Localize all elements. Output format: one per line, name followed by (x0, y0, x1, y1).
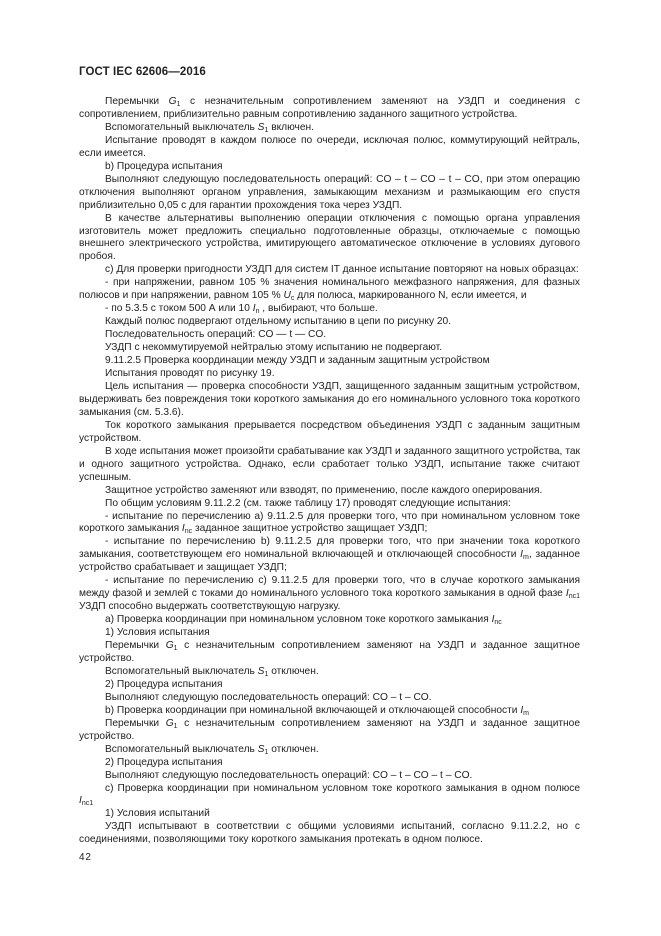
text-run: - испытание по перечислению c) 9.11.2.5 для проверки того, что в случае короткого замыкания между фазой и землей с токами до номинального условного тока короткого замыкания в одной фазе (79, 575, 580, 600)
math-symbol: I (520, 549, 524, 561)
subscript: m (523, 709, 529, 717)
text-run: с незначительным сопротивлением заменяют на УЗДП и заданное защитное устройство. (79, 640, 581, 664)
paragraph (79, 342, 580, 355)
subscript: 1 (264, 670, 269, 678)
text-run: Ток короткого замыкания прерывается посредством объединения УЗДП с заданным защитным устройством. (79, 419, 580, 444)
paragraph (79, 783, 580, 809)
text-run: Испытание проводят в каждом полюсе по очереди, исключая полюс, коммутирующий нейтраль, если имеется. (79, 134, 580, 159)
subscript: nc1 (81, 800, 94, 808)
text-run: для полюса, маркированного N, если имеется, и (294, 290, 527, 302)
text-run: Защитное устройство заменяют или взводят, по применению, после каждого оперирования. (105, 484, 543, 496)
paragraph (79, 627, 580, 640)
paragraph (79, 161, 580, 174)
text-run: УЗДП испытывают в соответствии с общими условиями испытаний, согласно 9.11.2.2, но с соединениями, позволяющими току короткого замыкания протекать в одном полюсе. (79, 821, 580, 846)
text-run: Перемычки (105, 96, 169, 107)
subscript: nc (494, 619, 502, 627)
paragraph (79, 264, 580, 277)
text-run: - испытание по перечислению b) 9.11.2.5 для проверки того, что при значении тока короткого замыкания, соответствующем его номинальной включающей и отключающей способности (79, 536, 580, 561)
text-run: 9.11.2.5 Проверка координации между УЗДП и заданным защитным устройством (105, 355, 490, 367)
math-symbol: G (168, 96, 177, 107)
text-run: заданное защитное устройство защищает УЗДП; (192, 523, 428, 535)
paragraph (79, 485, 580, 498)
math-symbol: I (252, 303, 256, 315)
text-run: 1) Условия испытания (105, 627, 210, 639)
text-run: c) Для проверки пригодности УЗДП для систем IT данное испытание повторяют на новых образцах: (105, 264, 579, 276)
subscript: 1 (173, 722, 178, 730)
paragraph (79, 575, 580, 614)
text-run: включен. (268, 121, 314, 133)
subscript: nc (184, 528, 193, 536)
text-run: - испытание по перечислению а) 9.11.2.5 для проверки того, что при номинальном условном токе короткого замыкания (79, 510, 580, 535)
paragraph (79, 213, 580, 265)
paragraph (79, 368, 580, 381)
text-run: В качестве альтернативы выполнению операции отключения с помощью органа управления изготовитель может предложить специально подготовленные образцы, отключаемые с помощью внешнего электрического устройства, имитирующего автоматическое отключение в условиях дугового пробоя. (79, 212, 580, 263)
text-run: отключен. (268, 665, 319, 677)
text-run: Вспомогательный выключатель (105, 665, 258, 677)
subscript: n (255, 308, 260, 316)
text-run: 1) Условия испытаний (105, 808, 210, 820)
document-body (79, 96, 580, 847)
text-run: 2) Процедура испытания (105, 756, 223, 768)
paragraph (79, 679, 580, 692)
math-symbol: S (257, 743, 265, 755)
math-symbol: I (491, 614, 495, 626)
paragraph (79, 536, 580, 575)
text-run: c) Проверка координации при номинальном условном токе короткого замыкания в одном полюсе (105, 782, 580, 794)
text-run: Выполняют следующую последовательность операций: CO – t – CO. (105, 691, 432, 703)
paragraph (79, 808, 580, 821)
text-run: Выполняют следующую последовательность операций: CO – t – CO – t – CO. (105, 769, 473, 781)
paragraph (79, 135, 580, 161)
subscript: 1 (264, 126, 269, 134)
text-run: Выполняют следующую последовательность операций: CO – t – CO – t – CO, при этом операцию отключения выполняют органом управления, замыкающим механизм и размыкающим его спустя приблизительно 0,05 с для гарантии прохождения тока через УЗДП. (79, 173, 580, 211)
text-run: Испытания проводят по рисунку 19. (105, 368, 275, 380)
paragraph (79, 277, 580, 303)
text-run: b) Проверка координации при номинальной включающей и отключающей способности (105, 704, 521, 716)
math-symbol: I (565, 588, 569, 600)
document-header: ГОСТ IEC 62606—2016 (79, 66, 206, 78)
text-run: УЗДП с некоммутируемой нейтралью этому испытанию не подвергают. (105, 342, 443, 354)
text-run: Каждый полюс подвергают отдельному испытанию в цепи по рисунку 20. (105, 316, 452, 328)
paragraph (79, 614, 580, 627)
text-run: с незначительным сопротивлением заменяют на УЗДП и заданное защитное устройство. (79, 717, 581, 742)
text-run: - при напряжении, равном 105 % значения номинального межфазного напряжения, для фазных полюсов и при напряжении, равном 105 % (79, 277, 580, 302)
text-run: Перемычки (105, 640, 166, 652)
paragraph (79, 640, 580, 666)
text-run: b) Процедура испытания (105, 160, 223, 172)
subscript: 1 (173, 645, 178, 653)
paragraph (79, 355, 580, 368)
paragraph (79, 174, 580, 213)
math-symbol: G (165, 717, 174, 729)
math-symbol: I (79, 795, 82, 807)
paragraph (79, 770, 580, 783)
text-run: 2) Процедура испытания (105, 678, 223, 690)
text-run: В ходе испытания может произойти срабатывание как УЗДП и заданного защитного устройства, так и одного защитного устройства. Однако, если сработает только УЗДП, испытание также считают успешным. (79, 445, 580, 483)
text-run: с незначительным сопротивлением заменяют на УЗДП и соединения с сопротивлением, приблизительно равным сопротивлению заданного защитного устройства. (79, 96, 581, 120)
math-symbol: S (257, 121, 265, 133)
paragraph (79, 316, 580, 329)
paragraph (79, 821, 580, 847)
text-run: Вспомогательный выключатель (105, 121, 258, 133)
paragraph (79, 420, 580, 446)
text-run: По общим условиям 9.11.2.2 (см. также таблицу 17) проводят следующие испытания: (105, 497, 511, 509)
paragraph (79, 498, 580, 511)
text-run: Перемычки (105, 717, 166, 729)
text-run: Последовательность операций: CO — t — CO. (105, 329, 327, 341)
text-run: - по 5.3.5 с током 500 А или 10 (105, 303, 253, 315)
paragraph (79, 303, 580, 316)
text-run: a) Проверка координации при номинальном условном токе короткого замыкания (105, 614, 492, 626)
paragraph (79, 122, 580, 135)
subscript: nc1 (568, 593, 580, 601)
paragraph (79, 511, 580, 537)
paragraph (79, 329, 580, 342)
subscript: 1 (264, 748, 269, 756)
text-run: , выбирают, что больше. (259, 303, 378, 315)
paragraph (79, 718, 580, 744)
paragraph (79, 692, 580, 705)
math-symbol: I (181, 523, 185, 535)
paragraph (79, 96, 580, 122)
paragraph (79, 744, 580, 757)
text-run: Вспомогательный выключатель (105, 743, 258, 755)
math-symbol: I (520, 704, 524, 716)
paragraph (79, 705, 580, 718)
text-run: Цель испытания — проверка способности УЗДП, защищенного заданным защитным устройством, выдерживать без повреждения токи короткого замыкания до его номинального условного тока короткого замыкания (см. 5.3.6). (79, 380, 580, 418)
subscript: m (523, 554, 529, 562)
math-symbol: S (257, 665, 265, 677)
page-number: 42 (79, 852, 92, 863)
paragraph (79, 381, 580, 420)
paragraph (79, 757, 580, 770)
paragraph (79, 446, 580, 485)
math-symbol: U (283, 290, 291, 302)
text-run: отключен. (268, 743, 319, 755)
text-run: , заданное устройство срабатывает и защищает УЗДП; (79, 549, 580, 574)
text-run: УЗДП способно выдержать соответствующую нагрузку. (79, 601, 341, 613)
subscript: 1 (176, 101, 181, 108)
subscript: c (290, 295, 295, 303)
paragraph (79, 666, 580, 679)
math-symbol: G (165, 640, 174, 652)
